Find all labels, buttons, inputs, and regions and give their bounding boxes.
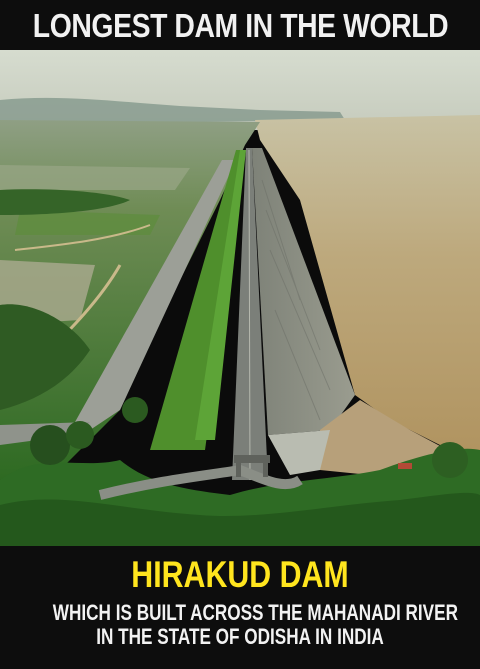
roof — [398, 463, 412, 469]
headline: LONGEST DAM IN THE WORLD — [32, 6, 448, 44]
tree — [66, 421, 94, 449]
tree — [30, 425, 70, 465]
dam-name: HIRAKUD DAM — [131, 554, 349, 595]
tree — [122, 397, 148, 423]
field — [0, 165, 190, 190]
tree — [432, 442, 468, 478]
top-banner — [0, 0, 480, 50]
gate-icon — [234, 455, 270, 463]
caption-line-1: WHICH IS BUILT ACROSS THE MAHANADI RIVER — [52, 600, 458, 625]
caption-line-2: IN THE STATE OF ODISHA IN INDIA — [96, 624, 384, 649]
dam-photo — [0, 50, 480, 546]
gate-pillar — [263, 463, 268, 477]
gate-pillar — [236, 463, 241, 477]
caption-panel — [0, 546, 480, 669]
